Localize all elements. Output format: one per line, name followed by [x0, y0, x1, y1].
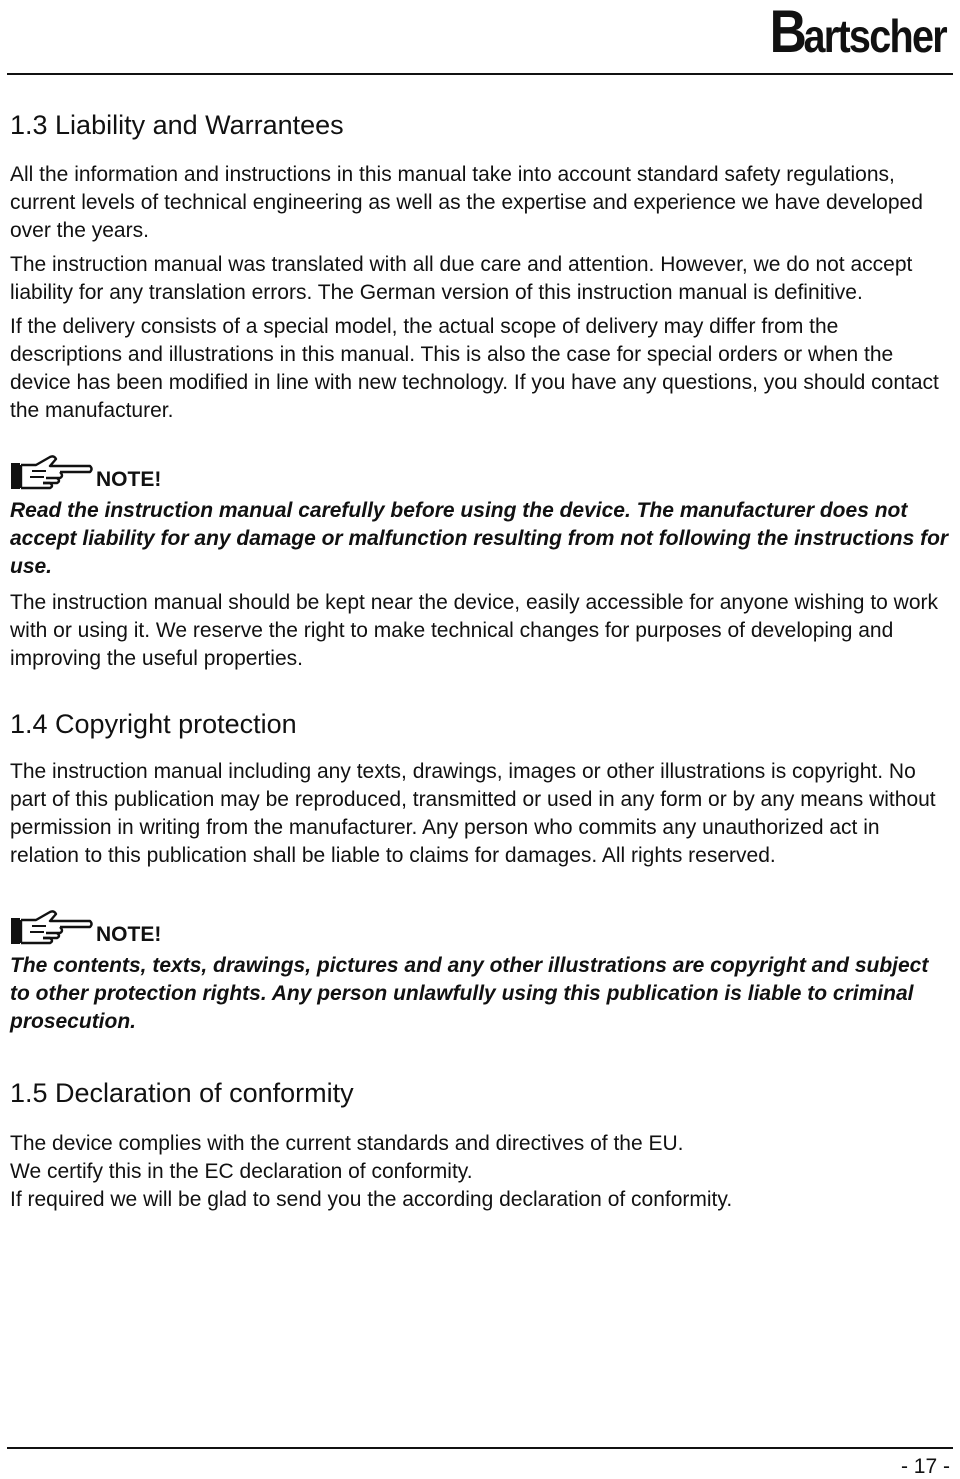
paragraph-line: We certify this in the EC declaration of conformity.: [10, 1160, 473, 1183]
note-header: [10, 445, 950, 493]
pointing-hand-icon: [10, 453, 94, 493]
page-content: [10, 106, 950, 1214]
page-number: - 17 -: [900, 1455, 950, 1478]
brand-logo-initial: B: [769, 0, 804, 65]
paragraph-line: If required we will be glad to send you the according declaration of conformity.: [10, 1188, 733, 1211]
pointing-hand-icon: [10, 908, 94, 948]
footer-rule: [7, 1447, 953, 1449]
paragraph: The instruction manual was translated with all due care and attention. However, we do not accept liability for any translation errors. The German version of this instruction manual is definitive.: [10, 253, 913, 304]
brand-logo: [770, 2, 946, 66]
conformity-text: [10, 1130, 950, 1214]
note-label: NOTE!: [96, 468, 162, 491]
note-label: NOTE!: [96, 923, 162, 946]
paragraph: If the delivery consists of a special model, the actual scope of delivery may differ from the descriptions and illustrations in this manual. This is also the case for special orders or when the device has been modified in line with new technology. If you have any questions, you should contact the manufacturer.: [10, 315, 939, 422]
header-rule: [7, 73, 953, 75]
paragraph: The instruction manual including any texts, drawings, images or other illustrations is copyright. No part of this publication may be reproduced, transmitted or used in any form or by any means without permission in writing from the manufacturer. Any person who commits any unauthorized act in relation to this publication shall be liable to claims for damages. All rights reserved.: [10, 760, 936, 867]
paragraph: The instruction manual should be kept near the device, easily accessible for anyone wishing to work with or using it. We reserve the right to make technical changes for purposes of developing and improving the useful properties.: [10, 591, 939, 670]
paragraph: All the information and instructions in this manual take into account standard safety regulations, current levels of technical engineering as well as the expertise and experience we have developed over the years.: [10, 163, 923, 242]
section-heading-conformity: 1.5 Declaration of conformity: [10, 1078, 354, 1108]
note-text: Read the instruction manual carefully before using the device. The manufacturer does not accept liability for any damage or malfunction resulting from not following the instructions for use.: [10, 499, 949, 578]
brand-logo-text: artscher: [803, 10, 946, 62]
note-header: [10, 900, 950, 948]
note-text: The contents, texts, drawings, pictures and any other illustrations are copyright and subject to other protection rights. Any person unlawfully using this publication is liable to criminal prosecution.: [10, 954, 929, 1033]
section-heading-liability: 1.3 Liability and Warrantees: [10, 110, 344, 140]
paragraph-line: The device complies with the current standards and directives of the EU.: [10, 1132, 684, 1155]
section-heading-copyright: 1.4 Copyright protection: [10, 709, 297, 739]
